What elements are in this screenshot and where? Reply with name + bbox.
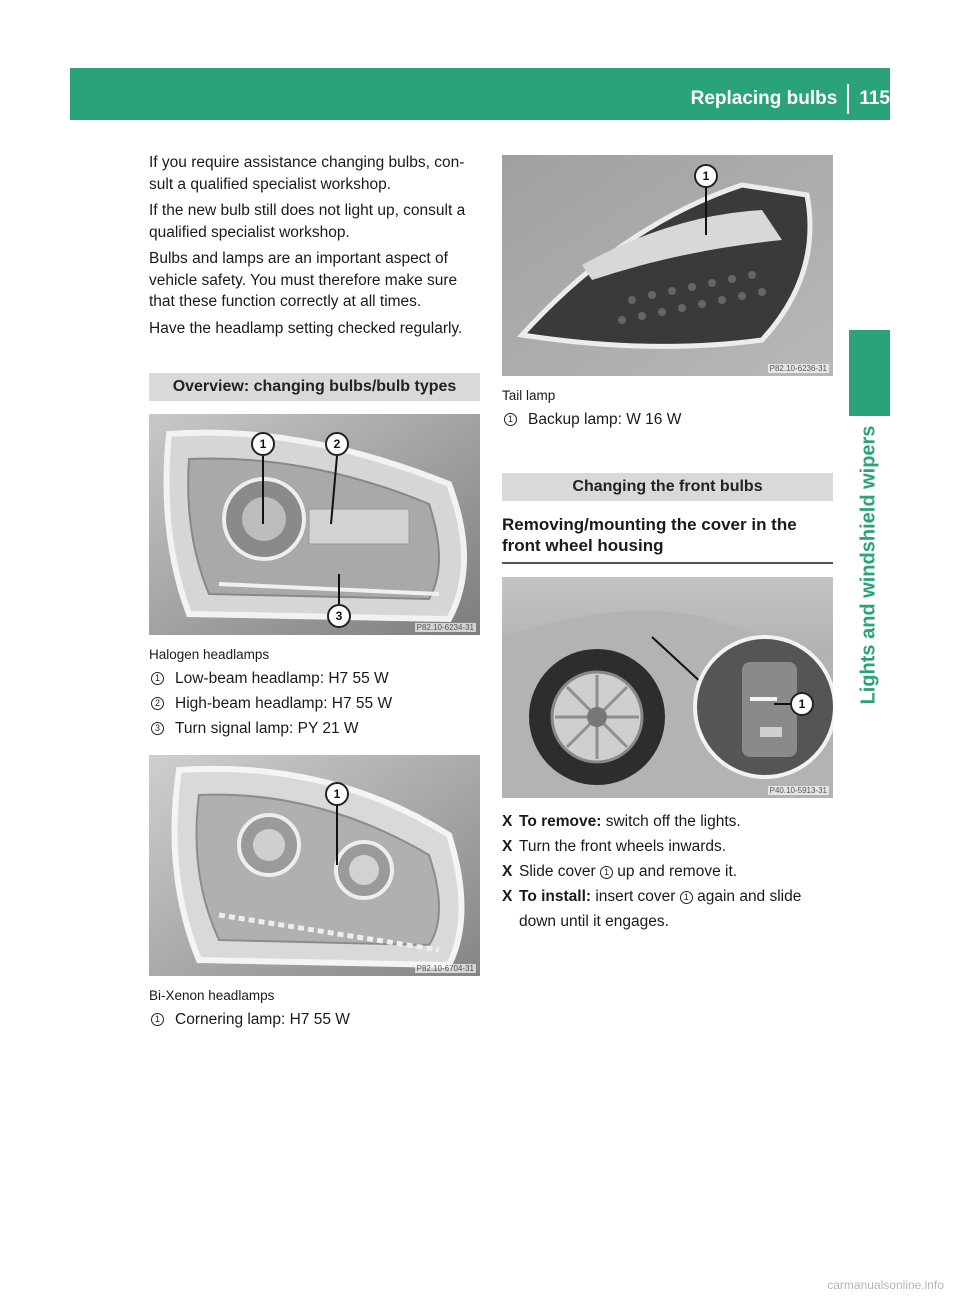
wheel-housing-image (502, 577, 833, 798)
legend-item (149, 1007, 480, 1032)
legend-item (502, 407, 833, 432)
paragraph: Have the headlamp setting checked regularly. (149, 319, 463, 337)
step-label: To remove: (519, 813, 602, 830)
callout-1: 1 (251, 432, 275, 456)
legend-number: 3 (151, 722, 164, 735)
inline-callout: 1 (680, 891, 693, 904)
legend-number: 1 (151, 1013, 164, 1026)
figure-code: P82.10-6234-31 (416, 623, 474, 632)
callout-1: 1 (694, 164, 718, 188)
callout-2: 2 (325, 432, 349, 456)
step-body: switch off the lights. (601, 813, 741, 830)
step-marker-icon: X (502, 863, 513, 880)
legend-item (149, 666, 480, 691)
step-text (519, 809, 741, 834)
paragraph: If the new bulb still does not light up, consult a qualified specialist workshop. (149, 202, 466, 241)
right-column (502, 155, 833, 934)
callout-3: 3 (327, 604, 351, 628)
legend-item (149, 691, 480, 716)
step-text (519, 884, 833, 934)
bixenon-headlamp-drawing (149, 755, 480, 976)
halogen-headlamp-image (149, 414, 480, 635)
legend-item (149, 716, 480, 741)
figure-code: P82.10-6236-31 (769, 364, 827, 373)
figure-caption: Tail lamp (502, 388, 556, 403)
step-marker-icon: X (502, 838, 513, 855)
page-title: Replacing bulbs (690, 88, 838, 109)
callout-1: 1 (790, 692, 814, 716)
page-number: 115 (859, 88, 890, 109)
wheel-housing-drawing (502, 577, 833, 798)
section-heading-front-bulbs: Changing the front bulbs (502, 473, 833, 501)
subheading: Removing/mounting the cover in the front wheel housing (502, 514, 833, 564)
bixenon-headlamp-image (149, 755, 480, 976)
figure-code: P40.10-5913-31 (769, 786, 827, 795)
legend-text: Cornering lamp: H7 55 W (175, 1011, 350, 1028)
legend-text: Low-beam headlamp: H7 55 W (175, 670, 389, 687)
legend-number: 1 (504, 413, 517, 426)
step-text (519, 859, 737, 884)
inline-callout: 1 (600, 866, 613, 879)
tail-lamp-drawing (502, 155, 833, 376)
side-tab-marker (849, 330, 890, 416)
legend-text: Turn signal lamp: PY 21 W (175, 720, 359, 737)
legend-text: Backup lamp: W 16 W (528, 411, 682, 428)
page-header (691, 85, 890, 113)
callout-1: 1 (325, 782, 349, 806)
watermark: carmanualsonline.info (827, 1278, 944, 1292)
figure-caption: Bi-Xenon headlamps (149, 988, 275, 1003)
figure-caption: Halogen headlamps (149, 647, 270, 662)
paragraph: Bulbs and lamps are an important aspect of vehicle safety. You must therefore make sure that these function correctly at all times. (149, 250, 458, 310)
left-column (149, 152, 480, 1032)
halogen-headlamp-drawing (149, 414, 480, 635)
instruction-step (502, 834, 833, 859)
step-body: insert cover (591, 888, 680, 905)
legend-number: 1 (151, 672, 164, 685)
instruction-list (502, 809, 833, 934)
side-tab-label: Lights and windshield wipers (857, 425, 880, 705)
paragraph: If you require assistance changing bulbs, con-sult a qualified specialist workshop. (149, 154, 465, 193)
step-body: up and remove it. (612, 863, 738, 880)
legend-text: High-beam headlamp: H7 55 W (175, 695, 393, 712)
instruction-step (502, 809, 833, 834)
figure-code: P82.10-6704-31 (416, 964, 474, 973)
instruction-step (502, 859, 833, 884)
section-heading-overview: Overview: changing bulbs/bulb types (149, 373, 480, 401)
step-marker-icon: X (502, 813, 513, 830)
legend-number: 2 (151, 697, 164, 710)
step-body: Slide cover (519, 863, 600, 880)
step-body: Turn the front wheels inwards. (519, 838, 727, 855)
tail-lamp-image (502, 155, 833, 376)
step-body: again and slide down until it engages. (519, 888, 802, 930)
step-marker-icon: X (502, 888, 513, 905)
instruction-step (502, 884, 833, 934)
step-label: To install: (519, 888, 592, 905)
